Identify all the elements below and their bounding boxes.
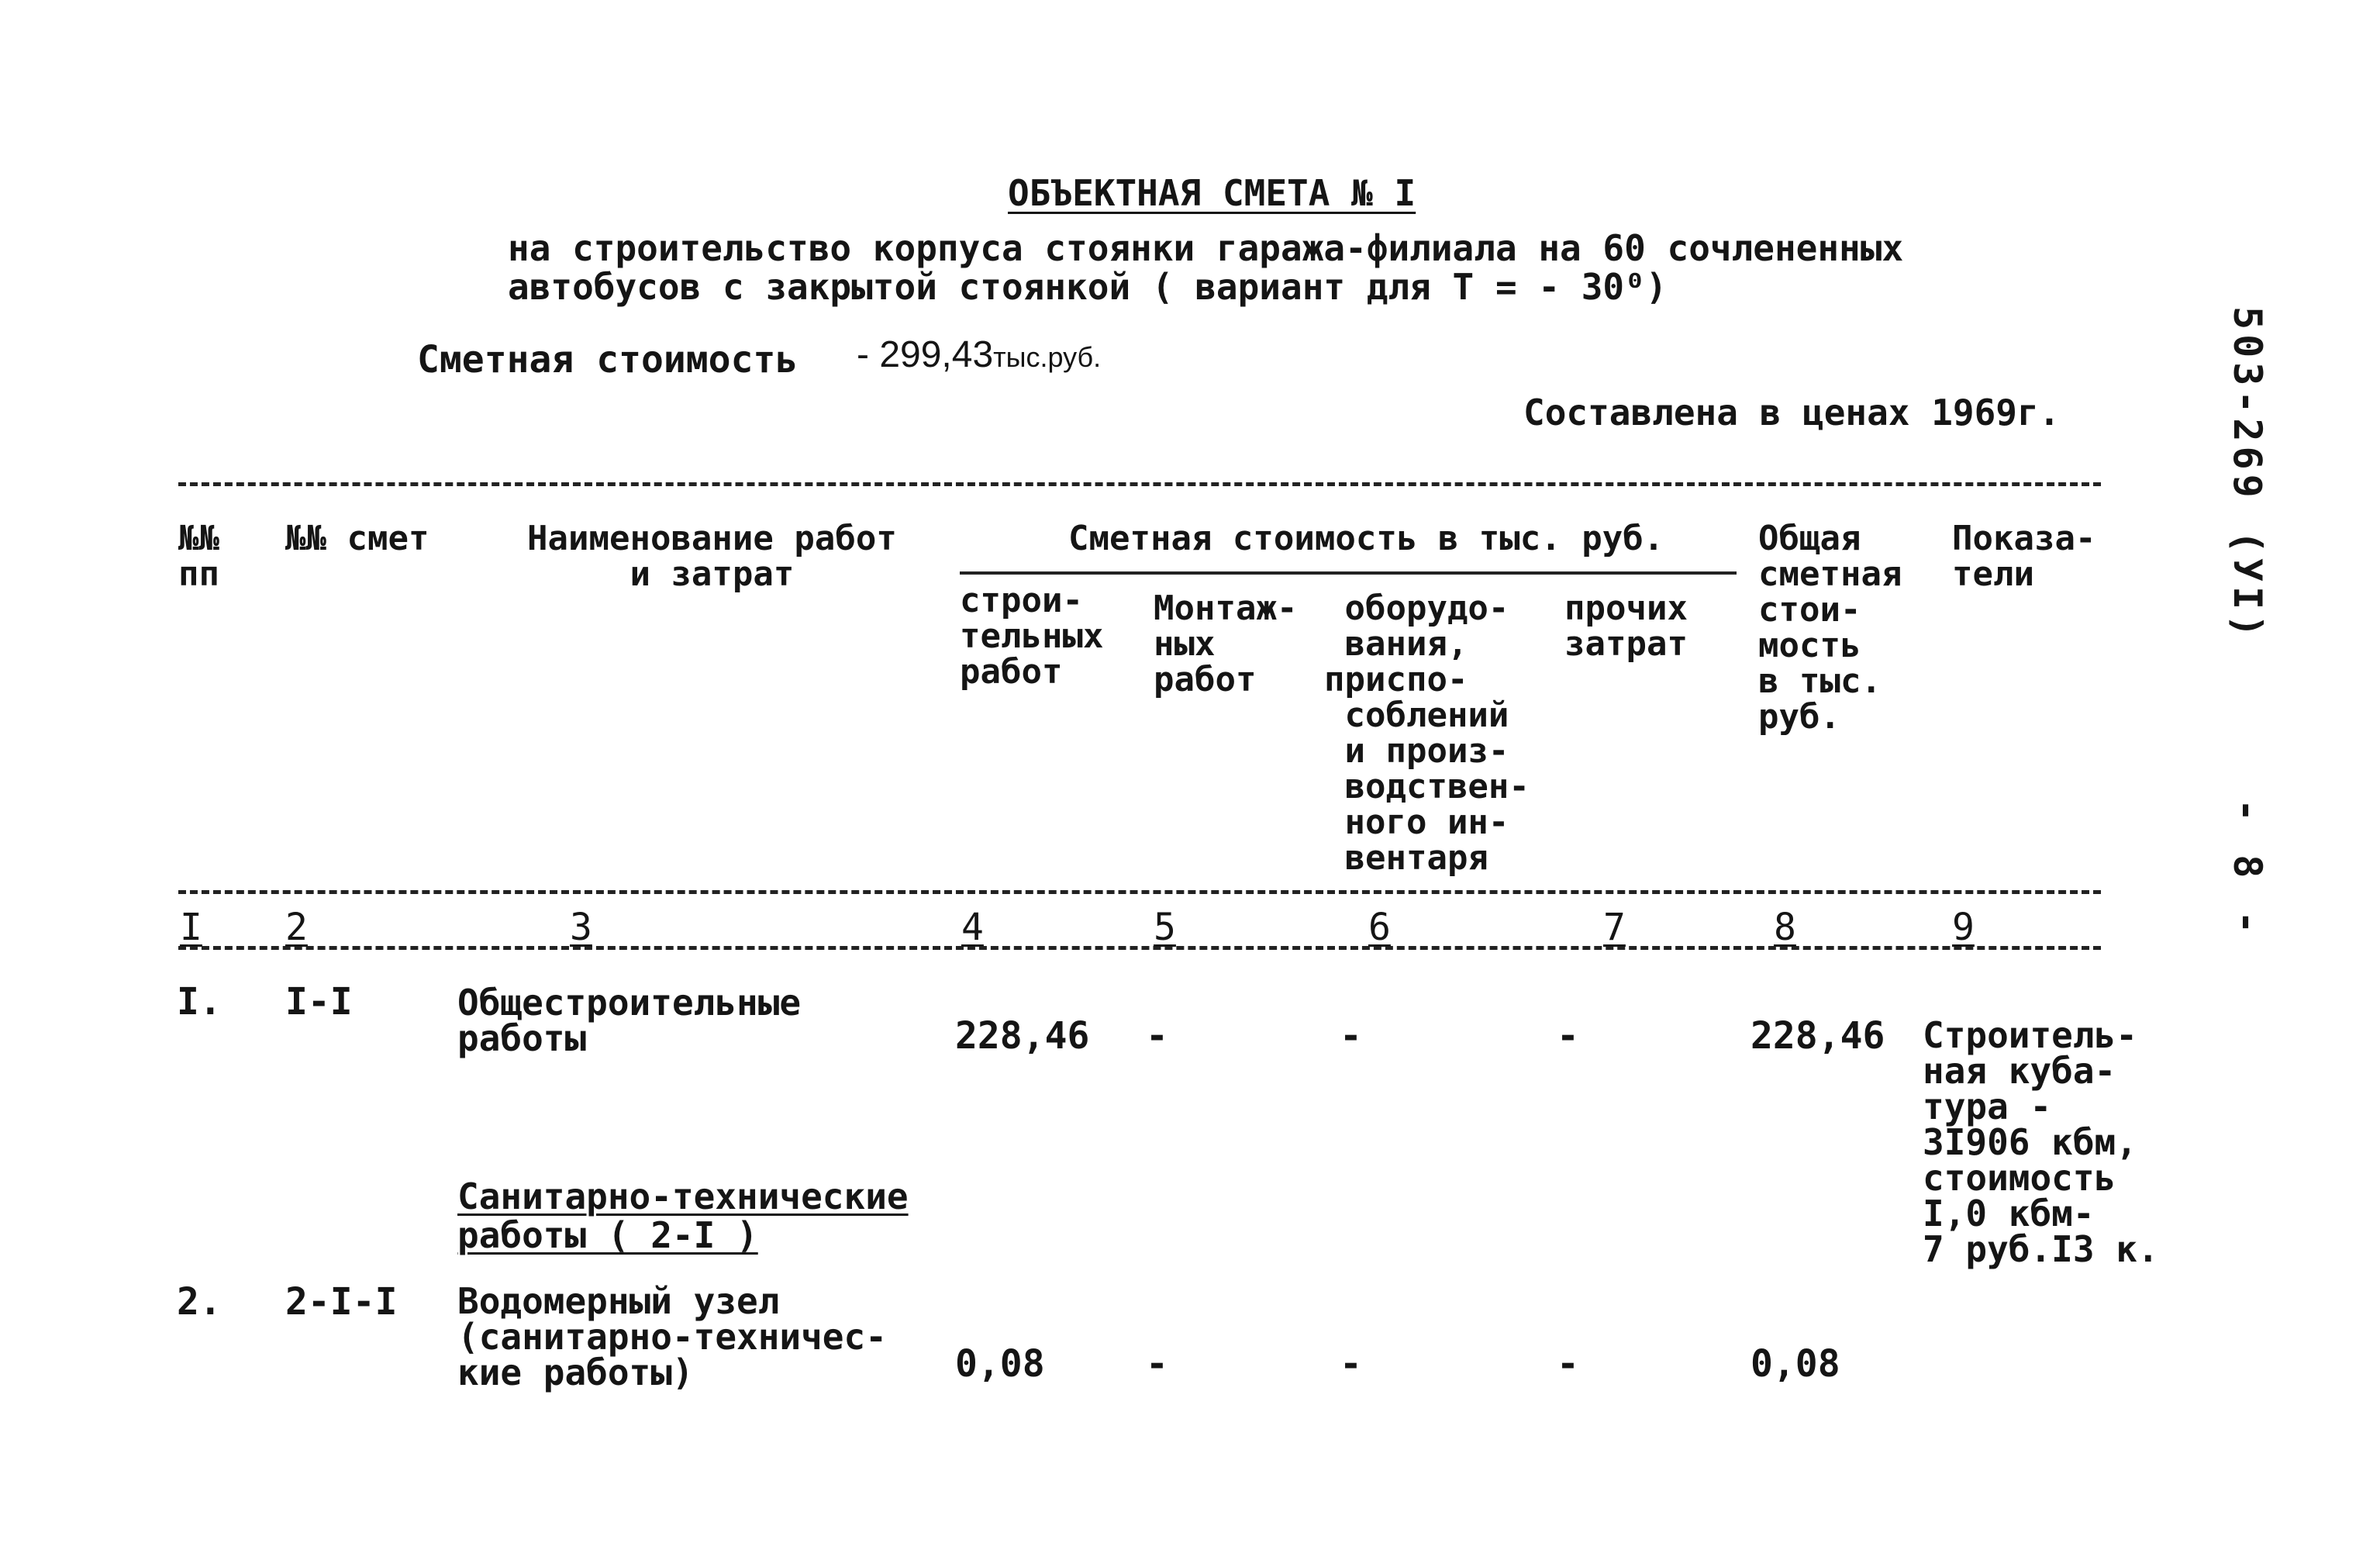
row-2-construction: 0,08 bbox=[955, 1342, 1045, 1386]
row-2-other: - bbox=[1557, 1342, 1579, 1386]
row-1-name: Общестроительные работы bbox=[457, 982, 802, 1059]
prices-note: Составлена в ценах 1969г. bbox=[1523, 392, 2061, 433]
cost-label: Сметная стоимость bbox=[417, 338, 799, 381]
header-col-other: прочих затрат bbox=[1564, 589, 1688, 664]
row-1-construction: 228,46 bbox=[955, 1014, 1090, 1058]
column-number-5: 5 bbox=[1154, 906, 1176, 949]
header-bottom-rule bbox=[178, 890, 2101, 894]
table-top-rule bbox=[178, 482, 2101, 486]
column-number-9: 9 bbox=[1952, 906, 1975, 949]
row-2-num: 2. bbox=[177, 1280, 222, 1324]
column-number-3: 3 bbox=[570, 906, 592, 949]
row-1-installation: - bbox=[1146, 1014, 1168, 1058]
cost-value: - 299,43 bbox=[857, 334, 994, 375]
row-2-total: 0,08 bbox=[1751, 1342, 1840, 1386]
document-subtitle bbox=[508, 229, 1903, 306]
row-1-estimate: I-I bbox=[285, 980, 353, 1024]
column-numbers-rule bbox=[178, 946, 2101, 950]
side-page-number: - 8 - bbox=[2225, 799, 2270, 939]
header-col-equipment: оборудо- вания, приспо- соблений и произ- водствен- ного ин- вентаря bbox=[1324, 589, 1530, 878]
group-header-rule bbox=[960, 571, 1737, 575]
header-col-estimate: №№ смет bbox=[285, 519, 429, 558]
row-2-name: Водомерный узел (санитарно-техничес- кие работы) bbox=[457, 1280, 887, 1393]
cost-unit: тыс.руб. bbox=[993, 341, 1102, 373]
row-2-estimate: 2-I-I bbox=[285, 1280, 398, 1324]
side-document-code: 503-269 (УI) bbox=[2225, 306, 2270, 643]
header-col-construction: строи- тельных работ bbox=[960, 581, 1104, 692]
column-number-7: 7 bbox=[1603, 906, 1626, 949]
document-title: ОБЪЕКТНАЯ СМЕТА № I bbox=[1008, 172, 1416, 214]
cost-value-block bbox=[857, 333, 1101, 376]
header-col-indicators: Показа- тели bbox=[1952, 519, 2096, 594]
row-2-equipment: - bbox=[1340, 1342, 1362, 1386]
row-2-installation: - bbox=[1146, 1342, 1168, 1386]
row-1-num: I. bbox=[177, 980, 222, 1024]
column-number-1: I bbox=[180, 906, 202, 949]
column-number-4: 4 bbox=[961, 906, 984, 949]
row-1-indicators: Строитель- ная куба- тура - 3I906 кбм, стоимость I,0 кбм- 7 руб.I3 к. bbox=[1923, 1014, 2159, 1270]
row-1-equipment: - bbox=[1340, 1014, 1362, 1058]
section-heading-sanitary: Санитарно-технические работы ( 2-I ) bbox=[457, 1176, 909, 1256]
row-1-other: - bbox=[1557, 1014, 1579, 1058]
column-number-8: 8 bbox=[1774, 906, 1796, 949]
subtitle-line-1: на строительство корпуса стоянки гаража-филиала на 60 сочлененных bbox=[508, 227, 1904, 269]
header-col-name: Наименование работ и затрат bbox=[527, 519, 897, 594]
header-col-installation: Монтаж- ных работ bbox=[1154, 589, 1298, 699]
header-col-total: Общая сметная стои- мость в тыс. руб. bbox=[1758, 519, 1902, 737]
column-number-2: 2 bbox=[285, 906, 308, 949]
header-group-cost: Сметная стоимость в тыс. руб. bbox=[1068, 519, 1664, 558]
header-col-num: №№ пп bbox=[178, 519, 219, 594]
column-number-6: 6 bbox=[1368, 906, 1391, 949]
subtitle-line-2: автобусов с закрытой стоянкой ( вариант для Т = - 30⁰) bbox=[508, 266, 1668, 308]
row-1-total: 228,46 bbox=[1751, 1014, 1885, 1058]
